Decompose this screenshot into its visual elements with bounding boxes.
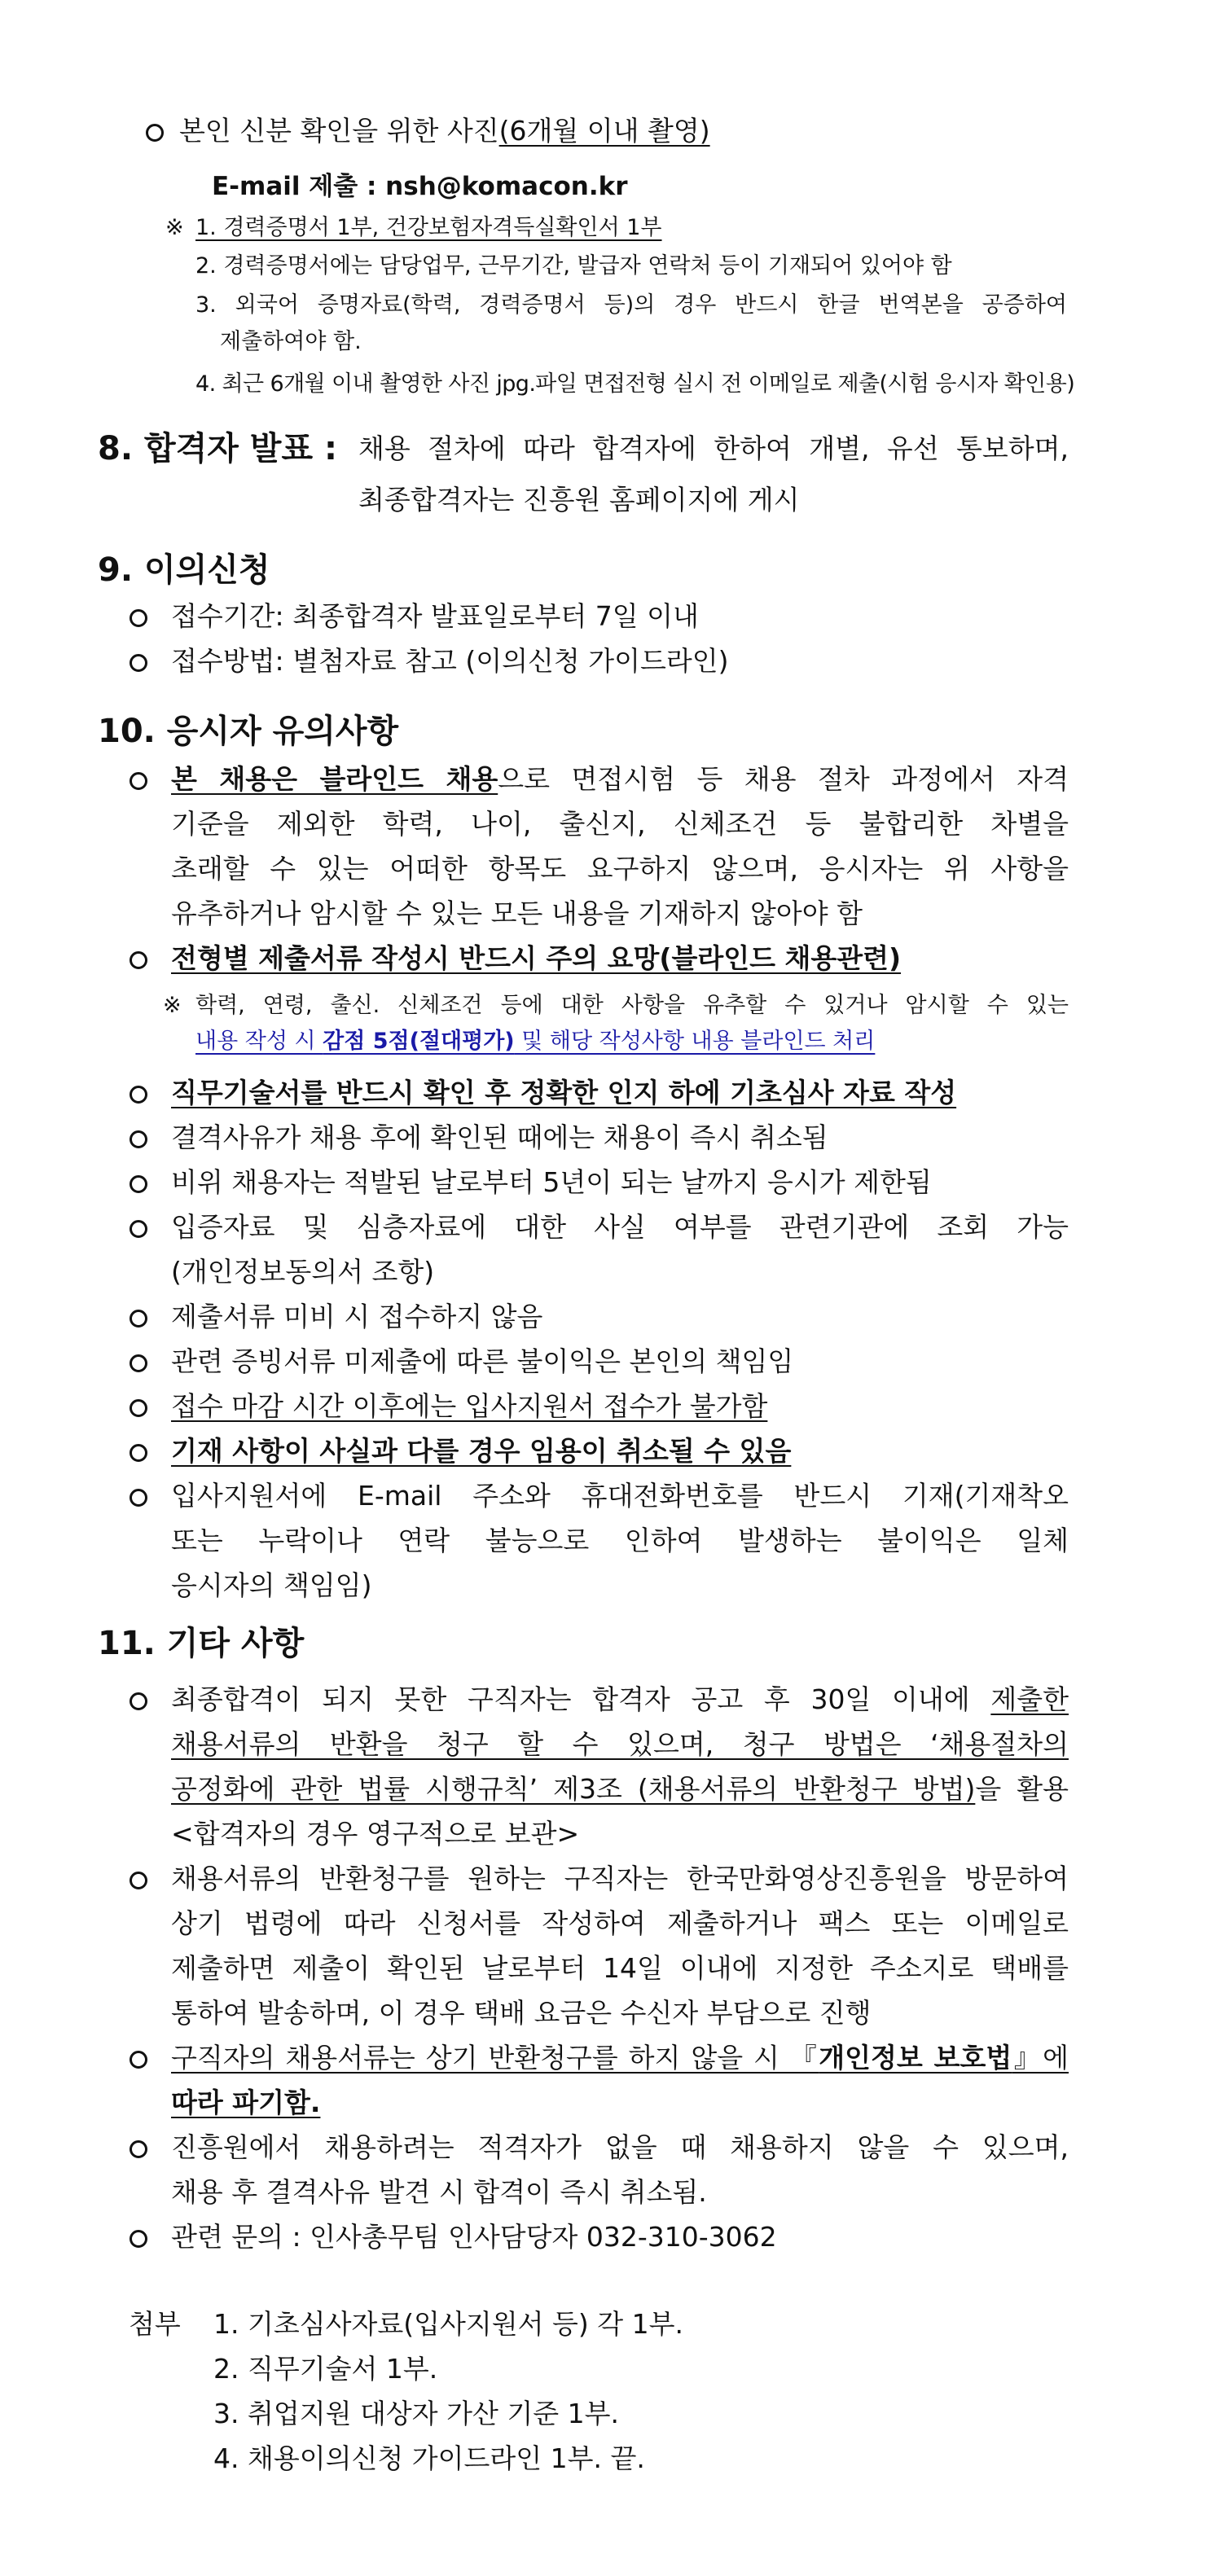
circle-bullet-icon xyxy=(130,1692,147,1710)
section-11-heading: 11. 기타 사항 xyxy=(98,1625,305,1662)
circle-bullet-icon xyxy=(130,1130,147,1148)
section-8-line-2: 최종합격자는 진흥원 홈페이지에 게시 xyxy=(358,484,800,516)
no-hire-line-1: 진흥원에서 채용하려는 적격자가 없을 때 채용하지 않을 수 있으며, xyxy=(171,2131,1069,2163)
circle-bullet-icon xyxy=(130,654,147,672)
email-submission: E-mail 제출 : nsh@komacon.kr xyxy=(212,172,628,201)
false-info-item: 기재 사항이 사실과 다를 경우 임용이 취소될 수 있음 xyxy=(171,1435,792,1467)
circle-bullet-icon xyxy=(130,1444,147,1462)
contact-info-line-2: 또는 누락이나 연락 불능으로 인하여 발생하는 불이익은 일체 xyxy=(171,1525,1069,1556)
blind-note-line-2: 내용 작성 시 감점 5점(절대평가) 및 해당 작성사항 내용 블라인드 처리 xyxy=(195,1029,876,1054)
circle-bullet-icon xyxy=(130,1489,147,1507)
note-mark: ※ xyxy=(163,993,182,1018)
verification-line-2: (개인정보동의서 조항) xyxy=(171,1256,435,1288)
return-request-line-3: 제출하면 제출이 확인된 날로부터 14일 이내에 지정한 주소지로 택배를 xyxy=(171,1952,1069,1984)
note-2: 2. 경력증명서에는 담당업무, 근무기간, 발급자 연락처 등이 기재되어 있어야 함 xyxy=(195,253,952,279)
section-8-line-1: 채용 절차에 따라 합격자에 한하여 개별, 유선 통보하며, xyxy=(358,432,1069,464)
verification-line-1: 입증자료 및 심층자료에 대한 사실 여부를 관련기관에 조회 가능 xyxy=(171,1211,1069,1243)
return-request-line-4: 통하여 발송하며, 이 경우 택배 요금은 수신자 부담으로 진행 xyxy=(171,1997,872,2029)
missing-docs-item: 제출서류 미비 시 접수하지 않음 xyxy=(171,1301,543,1332)
contact-info-line-1: 입사지원서에 E-mail 주소와 휴대전화번호를 반드시 기재(기재착오 xyxy=(171,1480,1069,1512)
circle-bullet-icon xyxy=(146,124,164,142)
section-10-heading: 10. 응시자 유의사항 xyxy=(98,713,399,750)
attachment-item: 2. 직무기술서 1부. xyxy=(213,2353,438,2385)
deadline-item: 접수 마감 시간 이후에는 입사지원서 접수가 불가함 xyxy=(171,1390,768,1422)
job-description-check: 직무기술서를 반드시 확인 후 정확한 인지 하에 기초심사 자료 작성 xyxy=(171,1077,957,1108)
blind-note-line-1: 학력, 연령, 출신. 신체조건 등에 대한 사항을 유추할 수 있거나 암시할 수 있는 xyxy=(195,993,1069,1018)
circle-bullet-icon xyxy=(130,609,147,627)
circle-bullet-icon xyxy=(130,951,147,969)
circle-bullet-icon xyxy=(130,2051,147,2069)
note-1: 1. 경력증명서 1부, 건강보험자격득실확인서 1부 xyxy=(195,215,662,240)
blind-hiring-line-3: 초래할 수 있는 어떠한 항목도 요구하지 않으며, 응시자는 위 사항을 xyxy=(171,853,1069,884)
objection-period: 접수기간: 최종합격자 발표일로부터 7일 이내 xyxy=(171,600,699,632)
return-request-line-2: 상기 법령에 따라 신청서를 작성하여 제출하거나 팩스 또는 이메일로 xyxy=(171,1907,1069,1939)
note-3: 3. 외국어 증명자료(학력, 경력증명서 등)의 경우 반드시 한글 번역본을 공증하여 xyxy=(195,292,1067,318)
blind-caution: 전형별 제출서류 작성시 반드시 주의 요망(블라인드 채용관련) xyxy=(171,942,902,974)
objection-method: 접수방법: 별첨자료 참고 (이의신청 가이드라인) xyxy=(171,645,729,677)
circle-bullet-icon xyxy=(130,1354,147,1372)
circle-bullet-icon xyxy=(130,1220,147,1238)
circle-bullet-icon xyxy=(130,2140,147,2158)
note-4: 4. 최근 6개월 이내 촬영한 사진 jpg.파일 면접전형 실시 전 이메일로 제출(시험 응시자 확인용) xyxy=(195,371,1075,397)
attachment-item: 1. 기초심사자료(입사지원서 등) 각 1부. xyxy=(213,2308,683,2340)
circle-bullet-icon xyxy=(130,1872,147,1889)
blind-hiring-line-4: 유추하거나 암시할 수 있는 모든 내용을 기재하지 않아야 함 xyxy=(171,897,863,929)
destruction-line-1: 구직자의 채용서류는 상기 반환청구를 하지 않을 시 『개인정보 보호법』에 xyxy=(171,2042,1069,2074)
return-line-1: 최종합격이 되지 못한 구직자는 합격자 공고 후 30일 이내에 제출한 xyxy=(171,1683,1069,1715)
attachment-item: 3. 취업지원 대상자 가산 기준 1부. xyxy=(213,2398,619,2429)
circle-bullet-icon xyxy=(130,1310,147,1327)
return-request-line-1: 채용서류의 반환청구를 원하는 구직자는 한국만화영상진흥원을 방문하여 xyxy=(171,1863,1069,1894)
circle-bullet-icon xyxy=(130,2230,147,2248)
blind-hiring-line-1: 본 채용은 블라인드 채용으로 면접시험 등 채용 절차 과정에서 자격 xyxy=(171,763,1069,795)
attachments-label: 첨부 xyxy=(129,2308,181,2340)
circle-bullet-icon xyxy=(130,772,147,790)
attachment-item: 4. 채용이의신청 가이드라인 1부. 끝. xyxy=(213,2442,645,2474)
photo-item: 본인 신분 확인을 위한 사진(6개월 이내 촬영) xyxy=(179,115,710,147)
note-3-cont: 제출하여야 함. xyxy=(220,329,362,354)
disqualification-item: 결격사유가 채용 후에 확인된 때에는 채용이 즉시 취소됨 xyxy=(171,1121,828,1153)
section-9-heading: 9. 이의신청 xyxy=(98,551,270,589)
blind-hiring-line-2: 기준을 제외한 학력, 나이, 출신지, 신체조건 등 불합리한 차별을 xyxy=(171,808,1069,840)
circle-bullet-icon xyxy=(130,1175,147,1193)
misconduct-item: 비위 채용자는 적발된 날로부터 5년이 되는 날까지 응시가 제한됨 xyxy=(171,1166,932,1198)
circle-bullet-icon xyxy=(130,1086,147,1104)
section-8-heading: 8. 합격자 발표 : xyxy=(98,430,338,467)
contact-info-line-3: 응시자의 책임임) xyxy=(171,1569,372,1601)
inquiry-contact: 관련 문의 : 인사총무팀 인사담당자 032-310-3062 xyxy=(171,2221,777,2253)
destruction-line-2: 따라 파기함. xyxy=(171,2087,321,2118)
note-mark: ※ xyxy=(165,215,184,240)
return-line-4: <합격자의 경우 영구적으로 보관> xyxy=(171,1818,580,1850)
evidence-item: 관련 증빙서류 미제출에 따른 불이익은 본인의 책임임 xyxy=(171,1345,794,1377)
no-hire-line-2: 채용 후 결격사유 발견 시 합격이 즉시 취소됨. xyxy=(171,2176,707,2208)
return-line-3: 공정화에 관한 법률 시행규칙’ 제3조 (채용서류의 반환청구 방법)을 활용 xyxy=(171,1773,1069,1805)
return-line-2: 채용서류의 반환을 청구 할 수 있으며, 청구 방법은 ‘채용절차의 xyxy=(171,1728,1069,1760)
circle-bullet-icon xyxy=(130,1399,147,1417)
